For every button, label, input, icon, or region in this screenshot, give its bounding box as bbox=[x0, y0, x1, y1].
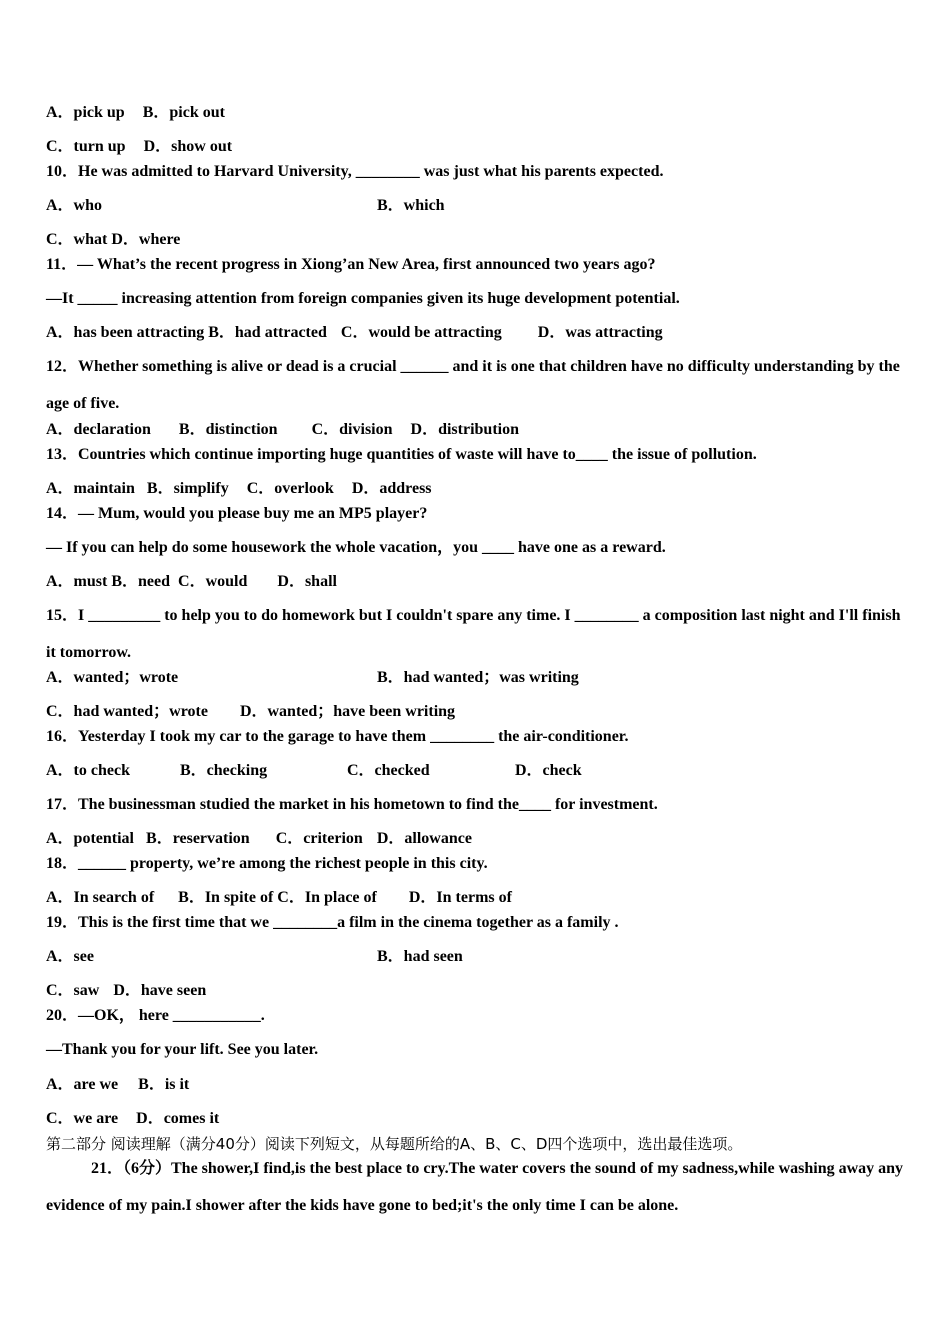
q15-option-b: B．had wanted；was writing bbox=[377, 669, 579, 686]
q11-answer-line: —It _____ increasing attention from foreign companies given its huge development potential. bbox=[46, 290, 680, 307]
q9-option-b: B．pick out bbox=[142, 104, 225, 121]
q14-option-a: A．must bbox=[46, 573, 108, 590]
q17-stem: 17．The businessman studied the market in his hometown to find the____ for investment. bbox=[46, 796, 658, 813]
q10-option-b: B．which bbox=[377, 197, 445, 214]
q20-answer-line: —Thank you for your lift. See you later. bbox=[46, 1041, 319, 1058]
q12-options bbox=[46, 420, 910, 440]
q15-option-d: D．wanted；have been writing bbox=[239, 703, 456, 720]
q19-option-b: B．had seen bbox=[377, 948, 463, 965]
q10-options-row2 bbox=[46, 230, 910, 250]
q11-option-b: B．had attracted bbox=[208, 324, 327, 341]
q19-stem: 19．This is the first time that we ________a film in the cinema together as a family . bbox=[46, 914, 619, 931]
q9-options-row1 bbox=[46, 103, 910, 123]
q15-options-row1 bbox=[46, 668, 910, 688]
q14-option-c: C．would bbox=[178, 573, 248, 590]
q16-option-c: C．checked bbox=[347, 762, 430, 779]
q12-option-b: B．distinction bbox=[178, 421, 278, 438]
q15-option-c: C．had wanted；wrote bbox=[46, 703, 208, 720]
q9-options-row2 bbox=[46, 137, 910, 157]
q10-option-c: C．what bbox=[46, 231, 108, 248]
q14-option-b: B．need bbox=[111, 573, 171, 590]
q18-option-d: D．In terms of bbox=[408, 889, 512, 906]
q13-option-d: D．address bbox=[351, 480, 432, 497]
q11-option-c: C．would be attracting bbox=[340, 324, 502, 341]
q16-option-a: A．to check bbox=[46, 762, 130, 779]
q10-options-row1 bbox=[46, 196, 910, 216]
q14-answer-line: — If you can help do some housework the whole vacation，you ____ have one as a reward. bbox=[46, 539, 666, 556]
q17-option-c: C．criterion bbox=[275, 830, 363, 847]
q10-option-d: D．where bbox=[111, 231, 181, 248]
section2-heading: 第二部分 阅读理解（满分40分）阅读下列短文，从每题所给的A、B、C、D四个选项中，选出最佳选项。 bbox=[46, 1135, 743, 1153]
q20-option-c: C．we are bbox=[46, 1110, 119, 1127]
q9-option-d: D．show out bbox=[143, 138, 233, 155]
q12-option-c: C．division bbox=[311, 421, 393, 438]
q12-option-a: A．declaration bbox=[46, 421, 151, 438]
q19-options-row1 bbox=[46, 947, 910, 967]
q15-options-row2 bbox=[46, 702, 910, 722]
q15-stem: 15．I _________ to help you to do homework but I couldn't spare any time. I ________ a composition last night and I'll finish it tomorrow. bbox=[46, 607, 901, 661]
q18-option-a: A．In search of bbox=[46, 889, 155, 906]
q13-options bbox=[46, 479, 910, 499]
q13-stem: 13．Countries which continue importing huge quantities of waste will have to____ the issue of pollution. bbox=[46, 446, 757, 463]
q9-option-a: A．pick up bbox=[46, 104, 125, 121]
q10-option-a: A．who bbox=[46, 197, 103, 214]
q15-option-a: A．wanted；wrote bbox=[46, 669, 179, 686]
q11-options bbox=[46, 323, 910, 343]
q21-passage: 21．（6分）The shower,I find,is the best place to cry.The water covers the sound of my sadness,while washing away any evidence of my pain.I shower after the kids have gone to bed;it's the only time I can be alone. bbox=[46, 1160, 904, 1214]
q19-option-a: A．see bbox=[46, 948, 94, 965]
q11-option-d: D．was attracting bbox=[537, 324, 663, 341]
q11-stem: 11．— What’s the recent progress in Xiong’an New Area, first announced two years ago? bbox=[46, 256, 656, 273]
q20-option-b: B．is it bbox=[138, 1076, 190, 1093]
q9-option-c: C．turn up bbox=[46, 138, 126, 155]
q13-option-c: C．overlook bbox=[246, 480, 334, 497]
q14-option-d: D．shall bbox=[277, 573, 337, 590]
q12-option-d: D．distribution bbox=[410, 421, 519, 438]
q14-stem: 14．— Mum, would you please buy me an MP5 player? bbox=[46, 505, 428, 522]
q20-option-d: D．comes it bbox=[136, 1110, 220, 1127]
q13-option-b: B．simplify bbox=[146, 480, 229, 497]
q17-option-a: A．potential bbox=[46, 830, 135, 847]
q11-option-a: A．has been attracting bbox=[46, 324, 205, 341]
q16-stem: 16．Yesterday I took my car to the garage to have them ________ the air-conditioner. bbox=[46, 728, 629, 745]
q20-options-row2 bbox=[46, 1109, 910, 1129]
q19-options-row2 bbox=[46, 981, 910, 1001]
q20-option-a: A．are we bbox=[46, 1076, 119, 1093]
q17-option-b: B．reservation bbox=[146, 830, 250, 847]
q12-stem: 12．Whether something is alive or dead is a crucial ______ and it is one that children have no difficulty understanding by the age of five. bbox=[46, 358, 900, 412]
q10-stem: 10．He was admitted to Harvard University, ________ was just what his parents expected. bbox=[46, 163, 664, 180]
q17-options bbox=[46, 829, 910, 849]
q16-option-d: D．check bbox=[515, 762, 582, 779]
q19-option-d: D．have seen bbox=[113, 982, 207, 999]
q18-option-c: C．In place of bbox=[277, 889, 377, 906]
q19-option-c: C．saw bbox=[46, 982, 100, 999]
q18-options bbox=[46, 888, 910, 908]
q13-option-a: A．maintain bbox=[46, 480, 135, 497]
q18-option-b: B．In spite of bbox=[178, 889, 274, 906]
q20-stem: 20．—OK， here ___________. bbox=[46, 1007, 265, 1024]
q16-option-b: B．checking bbox=[180, 762, 268, 779]
q20-options-row1 bbox=[46, 1075, 910, 1095]
q17-option-d: D．allowance bbox=[376, 830, 472, 847]
q18-stem: 18．______ property, we’re among the richest people in this city. bbox=[46, 855, 488, 872]
q14-options bbox=[46, 572, 910, 592]
